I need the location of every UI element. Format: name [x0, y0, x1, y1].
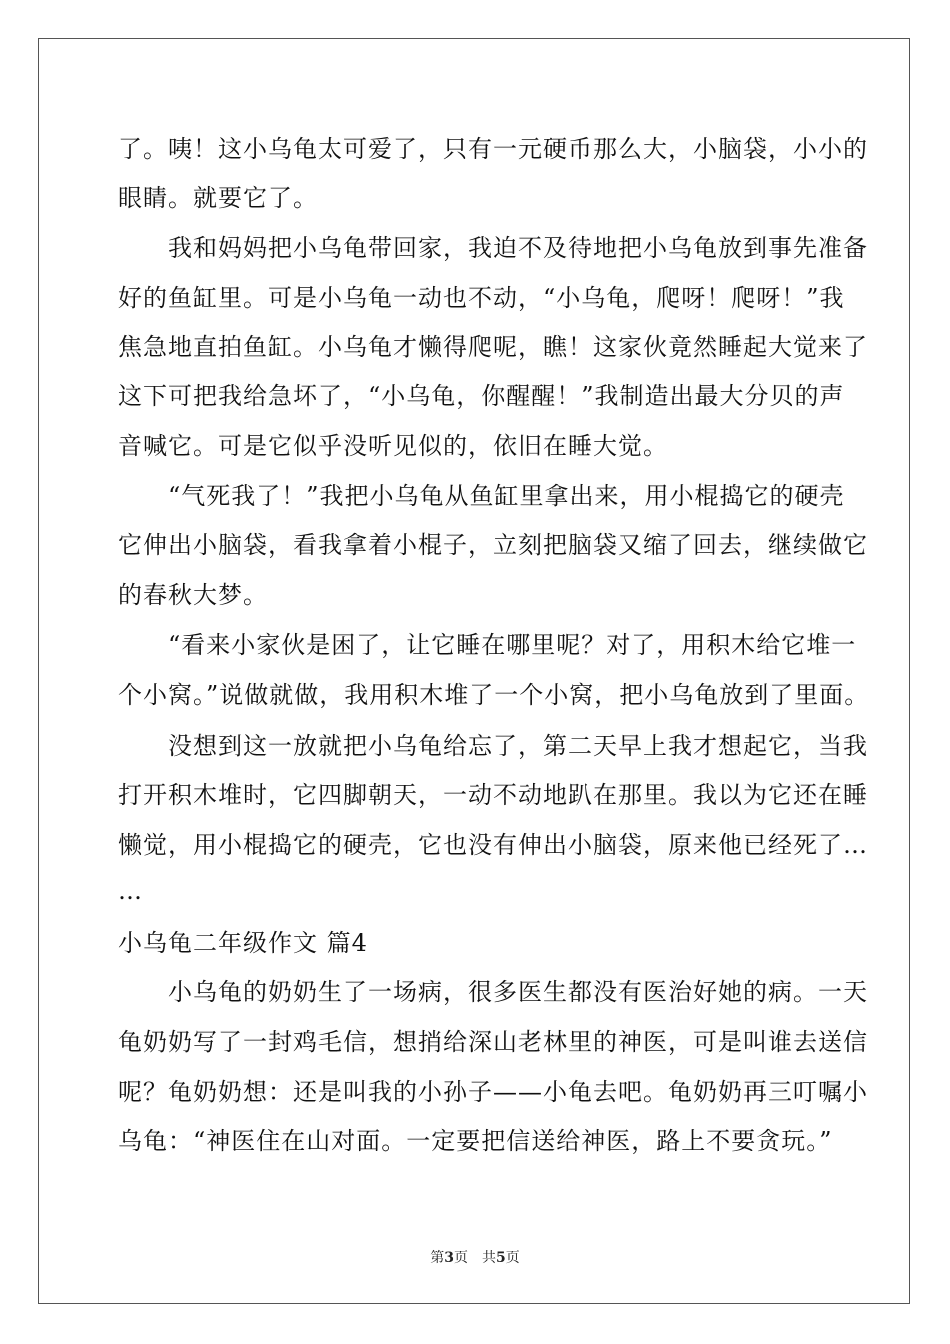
- text-line: 小乌龟的奶奶生了一场病，很多医生都没有医治好她的病。一天: [118, 978, 868, 1006]
- text-line: 呢？龟奶奶想：还是叫我的小孙子——小龟去吧。龟奶奶再三叮嘱小: [118, 1078, 868, 1106]
- footer-suffix: 页: [505, 1250, 520, 1266]
- footer-prefix: 第: [430, 1250, 445, 1266]
- current-page-number: 3: [444, 1250, 454, 1266]
- text-line: 乌龟：“神医住在山对面。一定要把信送给神医，路上不要贪玩。”: [118, 1127, 833, 1155]
- text-line: 懒觉，用小棍捣它的硬壳，它也没有伸出小脑袋，原来他已经死了…: [118, 831, 868, 859]
- text-line: 个小窝。”说做就做，我用积木堆了一个小窝，把小乌龟放到了里面。: [118, 681, 870, 709]
- text-line: 这下可把我给急坏了，“小乌龟，你醒醒！”我制造出最大分贝的声: [118, 382, 845, 410]
- page-number-footer: [0, 1249, 950, 1267]
- page-border: [38, 38, 910, 1304]
- text-line: 焦急地直拍鱼缸。小乌龟才懒得爬呢，瞧！这家伙竟然睡起大觉来了: [118, 333, 868, 361]
- text-line: …: [118, 877, 143, 905]
- text-line: “看来小家伙是困了，让它睡在哪里呢？对了，用积木给它堆一: [118, 631, 857, 659]
- footer-mid: 页 共: [454, 1250, 496, 1266]
- text-line: 眼睛。就要它了。: [118, 184, 318, 212]
- text-line: 了。咦！这小乌龟太可爱了，只有一元硬币那么大，小脑袋，小小的: [118, 135, 868, 163]
- total-page-number: 5: [496, 1250, 506, 1266]
- section-heading: 小乌龟二年级作文 篇4: [118, 929, 368, 957]
- text-line: 没想到这一放就把小乌龟给忘了，第二天早上我才想起它，当我: [118, 732, 868, 760]
- text-line: 打开积木堆时，它四脚朝天，一动不动地趴在那里。我以为它还在睡: [118, 781, 868, 809]
- text-line: “气死我了！”我把小乌龟从鱼缸里拿出来，用小棍捣它的硬壳: [118, 482, 845, 510]
- text-line: 好的鱼缸里。可是小乌龟一动也不动，“小乌龟，爬呀！爬呀！”我: [118, 284, 845, 312]
- text-line: 龟奶奶写了一封鸡毛信，想捎给深山老林里的神医，可是叫谁去送信: [118, 1028, 868, 1056]
- text-line: 音喊它。可是它似乎没听见似的，依旧在睡大觉。: [118, 432, 668, 460]
- text-line: 的春秋大梦。: [118, 581, 268, 609]
- text-line: 它伸出小脑袋，看我拿着小棍子，立刻把脑袋又缩了回去，继续做它: [118, 531, 868, 559]
- text-line: 我和妈妈把小乌龟带回家，我迫不及待地把小乌龟放到事先准备: [118, 234, 868, 262]
